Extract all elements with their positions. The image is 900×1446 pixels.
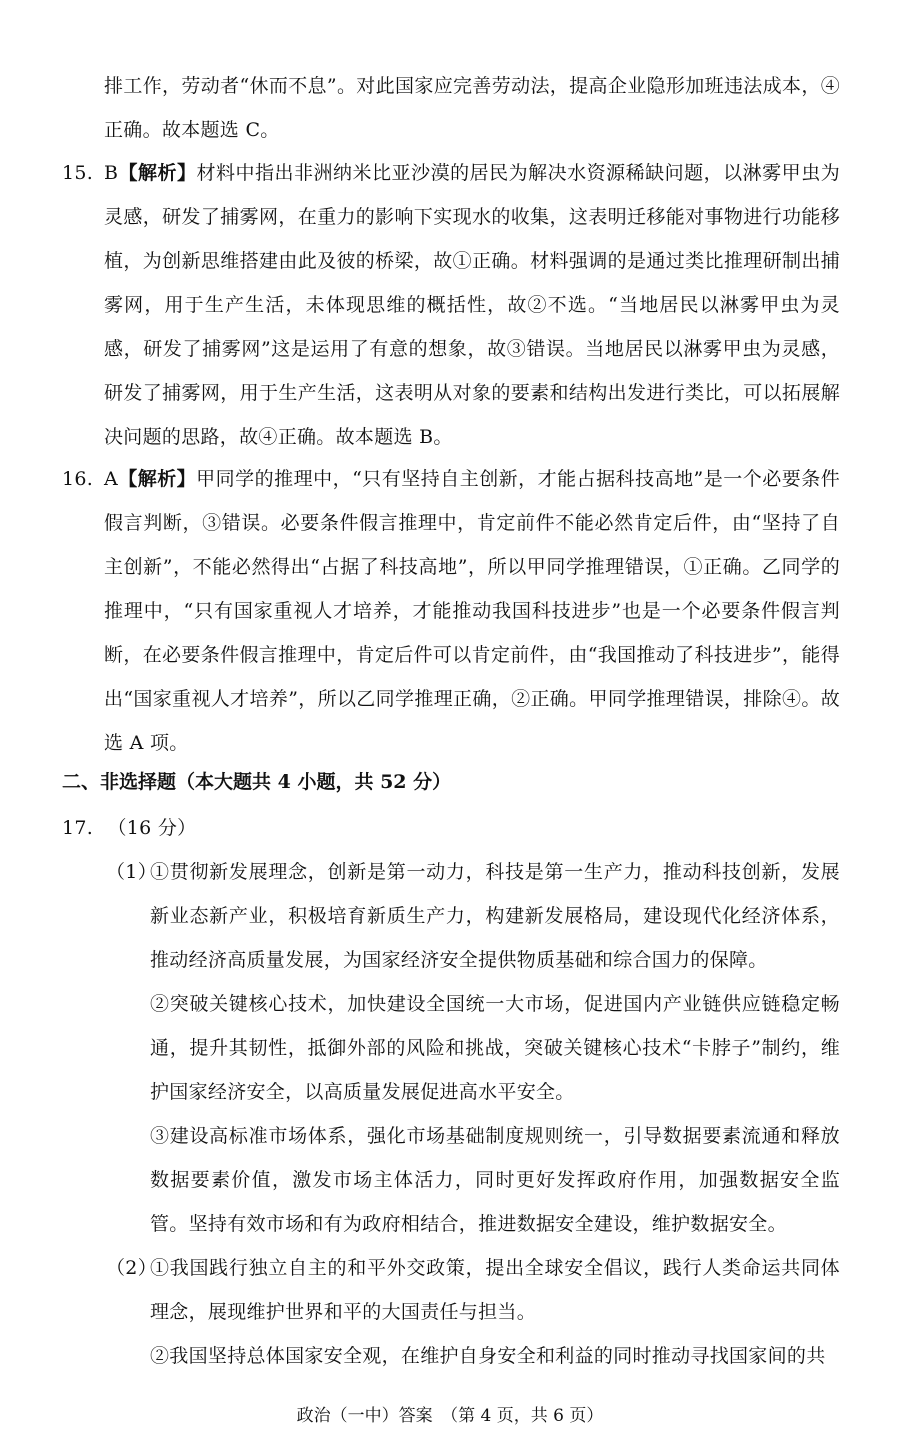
question-17-number: 17. [62, 817, 94, 839]
question-16-number: 16. [62, 468, 94, 490]
question-15-text: 材料中指出非洲纳米比亚沙漠的居民为解决水资源稀缺问题，以淋雾甲虫为灵感，研发了捕雾网，在重力的影响下实现水的收集，这表明迁移能对事物进行功能移植，为创新思维搭建由此及彼的桥梁，故①正确。材料强调的是通过类比推理研制出捕雾网，用于生产生活，未体现思维的概括性，故②不选。“当地居民以淋雾甲虫为灵感，研发了捕雾网”这是运用了有意的想象，故③错误。当地居民以淋雾甲虫为灵感，研发了捕雾网，用于生产生活，这表明从对象的要素和结构出发进行类比，可以拓展解决问题的思路，故④正确。故本题选 B。 [104, 162, 840, 448]
part-1-point-1: ①贯彻新发展理念，创新是第一动力，科技是第一生产力，推动科技创新，发展新业态新产业，积极培育新质生产力，构建新发展格局，建设现代化经济体系，推动经济高质量发展，为国家经济安全提供物质基础和综合国力的保障。 [150, 861, 840, 971]
part-2-point-2: ②我国坚持总体国家安全观，在维护自身安全和利益的同时推动寻找国家间的共 [150, 1345, 826, 1367]
page-footer: 政治（一中）答案 （第 4 页，共 6 页） [296, 1406, 604, 1426]
part-2-point-1: ①我国践行独立自主的和平外交政策，提出全球安全倡议，践行人类命运共同体理念，展现维护世界和平的大国责任与担当。 [150, 1257, 840, 1323]
analysis-tag: 【解析】 [118, 162, 197, 184]
question-17-score: （16 分） [107, 817, 197, 839]
question-15-body [104, 151, 840, 459]
part-1-label: （1） [106, 861, 157, 883]
question-16-text: 甲同学的推理中，“只有坚持自主创新，才能占据科技高地”是一个必要条件假言判断，③错误。必要条件假言推理中，肯定前件不能必然肯定后件，由“坚持了自主创新”，不能必然得出“占据了科技高地”，所以甲同学推理错误，①正确。乙同学的推理中，“只有国家重视人才培养，才能推动我国科技进步”也是一个必要条件假言判断，在必要条件假言推理中，肯定后件可以肯定前件，由“我国推动了科技进步”，能得出“国家重视人才培养”，所以乙同学推理正确，②正确。甲同学推理错误，排除④。故选 A 项。 [104, 468, 840, 754]
continuation-text: 排工作，劳动者“休而不息”。对此国家应完善劳动法，提高企业隐形加班违法成本，④正确。故本题选 C。 [104, 75, 840, 141]
question-17-header [62, 806, 362, 850]
question-15-number: 15. [62, 162, 94, 184]
question-16-answer: A [104, 468, 119, 490]
question-16-body [104, 457, 840, 765]
section-title: 二、非选择题（本大题共 4 小题，共 52 分） [62, 771, 452, 793]
continuation-paragraph [104, 64, 840, 152]
analysis-tag: 【解析】 [118, 468, 197, 490]
question-15-answer: B [104, 162, 119, 184]
part-1-point-2: ②突破关键核心技术，加快建设全国统一大市场，促进国内产业链供应链稳定畅通，提升其韧性，抵御外部的风险和挑战，突破关键核心技术“卡脖子”制约，维护国家经济安全，以高质量发展促进高水平安全。 [150, 993, 840, 1103]
part-1-point-3: ③建设高标准市场体系，强化市场基础制度规则统一，引导数据要素流通和释放数据要素价值，激发市场主体活力，同时更好发挥政府作用，加强数据安全监管。坚持有效市场和有为政府相结合，推进数据安全建设，维护数据安全。 [150, 1125, 840, 1235]
part-2-label: （2） [106, 1257, 157, 1279]
